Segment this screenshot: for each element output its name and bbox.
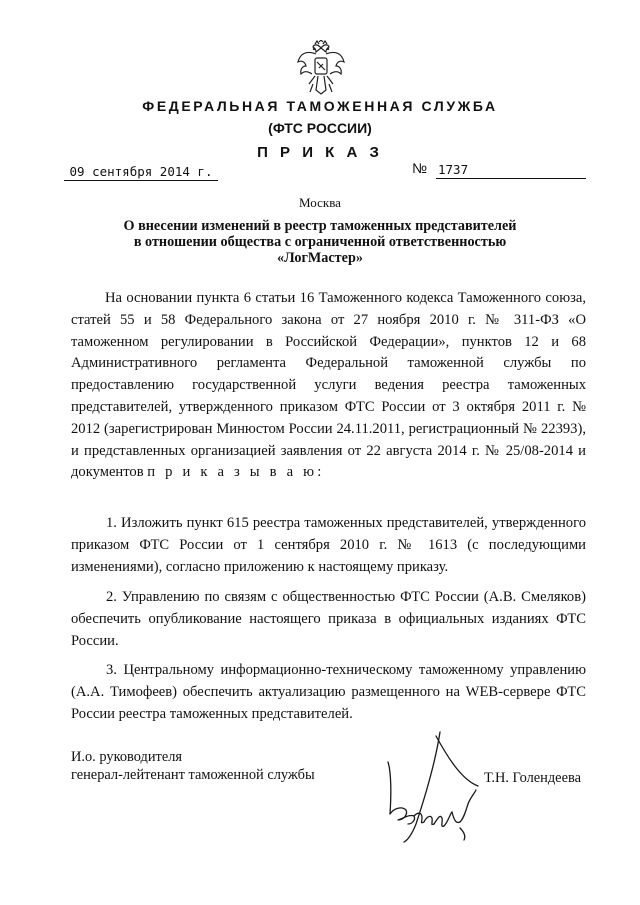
paragraph-item-3: 3. Центральному информационно-техническому таможенному управлению (А.А. Тимофеев) обеспечить актуализацию размещенного на WEB-сервере ФТС России реестра таможенных представителей. (71, 662, 586, 722)
paragraph-basis (71, 288, 586, 484)
signatory-position-line-1: И.о. руководителя (71, 749, 183, 765)
signatory-position-line-2: генерал-лейтенант таможенной службы (71, 767, 315, 783)
issue-city: Москва (299, 195, 341, 210)
signatory-name: Т.Н. Голендеева (484, 770, 581, 786)
subject-line-3: «ЛогМастер» (277, 250, 363, 266)
agency-short-name: (ФТС РОССИИ) (268, 120, 372, 136)
paragraph-item-2: 2. Управлению по связям с общественностью ФТС России (А.В. Смеляков) обеспечить опубликование настоящего приказа в официальных изданиях ФТС России. (71, 589, 586, 649)
subject-line-2: в отношении общества с ограниченной ответственностью (133, 234, 507, 250)
subject-line-1: О внесении изменений в реестр таможенных представителей (123, 218, 517, 234)
order-number: 1737 (436, 162, 586, 179)
order-verb: п р и к а з ы в а ю: (147, 464, 325, 481)
handwritten-signature (378, 728, 498, 848)
document-type-title: П Р И К А З (257, 144, 383, 161)
paragraph-basis-text: На основании пункта 6 статьи 16 Таможенного кодекса Таможенного союза, статей 55 и 58 Федерального закона от 27 ноября 2010 г. № 311-ФЗ «О таможенном регулировании в Российской Федерации», пунктов 12 и 68 Административного регламента Федеральной таможенной службы по предоставлению государственной услуги ведения реестра таможенных представителей, утвержденного приказом ФТС России от 3 октября 2011 г. № 2012 (зарегистрирован Минюстом России 24.11.2011, регистрационный № 22393), и представленных организацией заявления от 22 августа 2014 г. № 25/08-2014 и документов (71, 290, 586, 481)
order-subject (100, 218, 540, 266)
coat-of-arms-icon (296, 40, 346, 98)
signatory-position (71, 748, 315, 784)
paragraph-item-1: 1. Изложить пункт 615 реестра таможенных представителей, утвержденного приказом ФТС России от 1 сентября 2010 г. № 1613 (с последующими изменениями), согласно приложению к настоящему приказу. (71, 515, 586, 575)
order-number-sign: № (412, 160, 428, 176)
agency-name: ФЕДЕРАЛЬНАЯ ТАМОЖЕННАЯ СЛУЖБА (142, 98, 498, 114)
order-date: 09 сентября 2014 г. (64, 164, 218, 181)
